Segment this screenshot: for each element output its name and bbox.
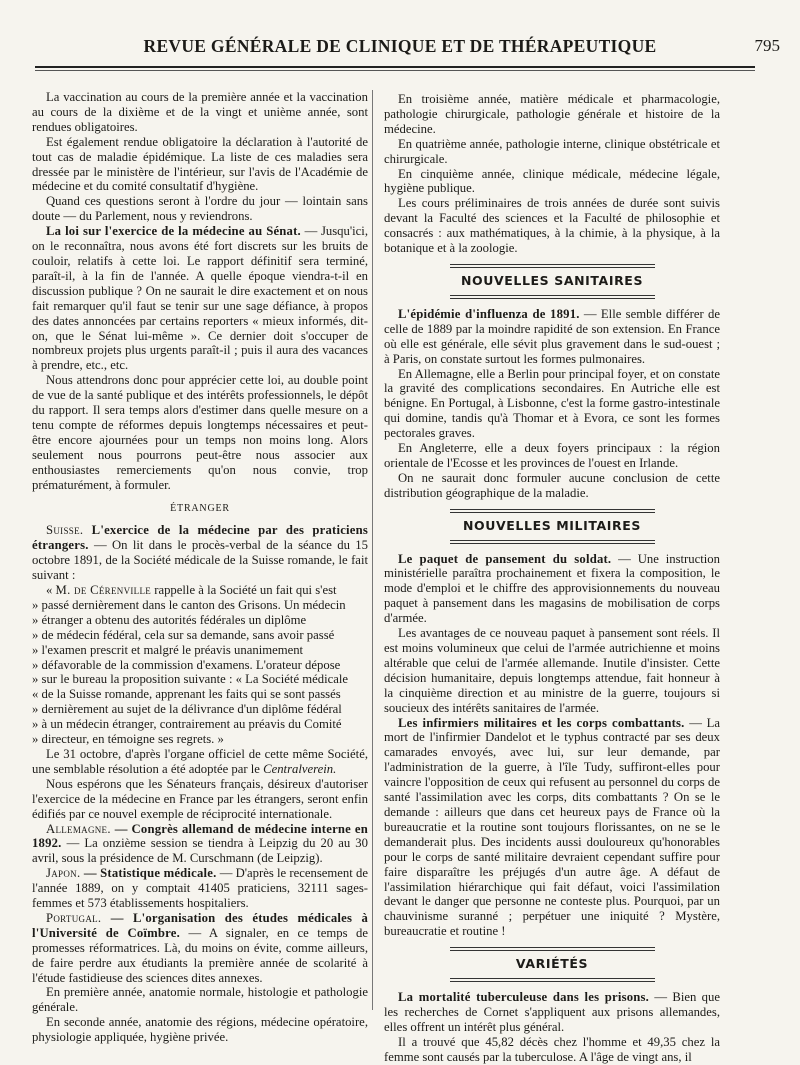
heading-rule [450,509,655,513]
paragraph-lead: — Congrès allemand de médecine interne en 1892. [32,821,368,851]
paragraph [32,822,368,867]
heading-rule [450,295,655,299]
paragraph [384,307,720,367]
paragraph-lead: L'épidémie d'influenza de 1891. [398,306,580,321]
paragraph: En Allemagne, elle a Berlin pour principal foyer, et on constate la gravité des complications secondaires. En Autriche elle est bénigne. En Portugal, à Lisbonne, c'est la forme gastro-intestinale qui domine, tandis qu'à Thomar et à Evora, ce sont les formes pectorales graves. [384,366,720,441]
paragraph-body: — D'après le recensement de l'année 1889, on y comptait 41405 praticiens, 32111 sages-femmes et 573 établissements hospitaliers. [32,866,368,911]
country-label: Portugal. [46,910,102,925]
quote-line: » directeur, en témoigne ses regrets. » [32,732,224,747]
heading-rule [450,264,655,268]
quote-line: » à un médecin étranger, contrairement au préavis du Comité [32,717,342,732]
quote-line: » étranger a obtenu des autorités fédérales un diplôme [32,612,307,627]
paragraph-body: Le 31 octobre, d'après l'organe officiel de cette même Société, une semblable résolution a été adoptée par le [32,746,368,776]
heading-rule [450,947,655,951]
paragraph-lead: La mortalité tuberculeuse dans les prisons. [398,990,650,1005]
paragraph-body: — On lit dans le procès-verbal de la séance du 15 octobre 1891, de la Société médicale de la Suisse romande, le fait suivant : [32,538,368,583]
paragraph-body: — La onzième session se tiendra à Leipzig du 20 au 30 avril, sous la présidence de M. Curschmann (de Leipzig). [32,836,368,866]
quotation-block [32,583,368,747]
quote-text: rappelle à la Société un fait qui s'est [151,583,337,597]
paragraph: Quand ces questions seront à l'ordre du jour — lointain sans doute — du Parlement, nous y reviendrons. [32,194,368,224]
section-heading-varietes [384,947,720,982]
right-column [384,92,720,1065]
section-title: NOUVELLES MILITAIRES [462,517,642,533]
section-title: NOUVELLES SANITAIRES [460,272,644,288]
quote-line: » défavorable de la commission d'examens. L'orateur dépose [32,657,341,672]
paragraph: Les cours préliminaires de trois années de durée sont suivis devant la Faculté des sciences et la Faculté de philosophie et consacrés : aux mathématiques, à la chimie, à la physique, à la botanique et à la zoologie. [384,196,720,256]
paragraph: En seconde année, anatomie des régions, médecine opératoire, physiologie appliquée, hygiène privée. [32,1015,368,1045]
country-label: Suisse. [46,523,84,538]
paragraph-lead: — L'organisation des études médicales à l'Université de Coïmbre. [32,910,368,940]
paragraph-lead: Le paquet de pansement du soldat. [398,551,612,566]
paragraph-body: — Bien que les recherches de Cornet s'appliquent aux prisons allemandes, elles offrent un intérêt plus général. [384,990,720,1034]
paragraph [32,224,368,373]
paragraph [32,523,368,583]
quote-line: « M. de Cérenville rappelle à la Société un fait qui s'est [46,583,337,597]
section-heading-sanitaires [384,264,720,299]
section-title: VARIÉTÉS [515,956,589,972]
paragraph-body: — La mort de l'infirmier Dandelot et le typhus contracté par ses deux camarades envoyés, avec lui, sur leur demande, par l'administration de la guerre, à l'île Tudy, suffiront-elles pour vaincre l'opposition de ceux qui refusent au personnel du corps de santé l'assimilation avec les corps, dits combattants ? On se le demande : ailleurs que dans cet heureux pays de France où la bureaucratie et la routine sont toujours florissantes, on ne se le demanderait plus. Des incidents aussi douloureux qu'honorables pour le corps de santé militaire devraient cependant suffire pour faire disparaître les préjugés d'un autre âge. A défaut de l'assimilation hiérarchique qui fait défaut, voici l'assimilation devant le danger que personne ne conteste plus. Pourquoi, par un chauvinisme suranné ; perpétuer une iniquité ? Mystère, bureaucratie et routine ! [384,715,721,939]
paragraph: En cinquième année, clinique médicale, médecine légale, hygiène publique. [384,166,720,196]
quote-line: » l'examen prescrit et malgré le préavis unanimement [32,642,304,657]
page-number: 795 [754,36,780,55]
paragraph: La vaccination au cours de la première année et la vaccination au cours de la dixième et de la vingt et unième année, sont rendues obligatoires. [32,90,368,134]
paragraph: En troisième année, matière médicale et pharmacologie, pathologie chirurgicale, pathologie générale et histoire de la médecine. [384,92,720,136]
paragraph-lead: L'exercice de la médecine par des praticiens étrangers. [32,523,368,553]
quote-line: « de la Suisse romande, apprenant les faits qui se sont passés [32,687,341,702]
section-heading-militaires [384,509,720,544]
heading-rule [450,540,655,544]
paragraph [384,552,720,627]
heading-rule [450,978,655,982]
paragraph [384,716,720,940]
quote-line: » de médecin fédéral, cela sur sa demande, sans avoir passé [32,627,335,642]
paragraph-lead: Les infirmiers militaires et les corps combattants. [398,715,685,730]
paragraph-body: — Une instruction ministérielle paraîtra prochainement et fixera la composition, le mode d'emploi et le chiffre des approvisionnements du nouveau paquet à pansement dans les magasins de mobilisation de corps d'armée. [384,551,720,626]
header-rule-thin [35,70,755,71]
paragraph: Les avantages de ce nouveau paquet à pansement sont réels. Il est moins volumineux que celui de l'armée autrichienne et moins altérable que celui de l'armée allemande. Inutile d'insister. Cette décision humanitaire, depuis longtemps attendue, fait honneur à la cinquième direction et au ministre de la guerre, toujours si soucieux des intérêts sanitaires de l'armée. [384,626,720,715]
paragraph-body: — A signaler, en ce temps de promesses réformatrices. Là, du moins on évite, comme ailleurs, de faire perdre aux étudiants la première année de scolarité à l'étude fastidieuse des sciences dites annexes. [32,925,368,985]
quoted-name: M. de Cérenville [55,583,152,597]
italic-term: Centralverein. [263,761,337,776]
quote-line: » dernièrement au sujet de la délivrance d'un diplôme fédéral [32,702,342,717]
paragraph: En quatrième année, pathologie interne, clinique obstétricale et chirurgicale. [384,136,720,166]
paragraph: Nous espérons que les Sénateurs français, désireux d'autoriser l'exercice de la médecine en France par les étrangers, seront enfin édifiés par ce nouvel exemple de réciprocité internationale. [32,776,368,821]
header-rule [35,66,755,68]
quote-line: » passé dernièrement dans le canton des Grisons. Un médecin [32,597,346,612]
paragraph: Est également rendue obligatoire la déclaration à l'autorité de tout cas de maladie épidémique. La liste de ces maladies sera dressée par le ministère de l'intérieur, sur l'avis de l'Académie de médecine et du comité consultatif d'hygiène. [32,134,368,194]
quote-line: » sur le bureau la proposition suivante : « La Société médicale [32,672,349,687]
paragraph-lead: — Statistique médicale. [80,866,217,881]
page-header [20,30,780,70]
journal-title: REVUE GÉNÉRALE DE CLINIQUE ET DE THÉRAPEUTIQUE [143,36,657,56]
paragraph [384,990,720,1035]
paragraph [32,747,368,777]
country-label: Allemagne. [46,821,111,836]
paragraph-body: — Elle semble différer de celle de 1889 par la moindre rapidité de son extension. En France où elle est générale, elle sévit plus gravement dans le sud-ouest ; à Paris, on constate surtout les formes pulmonaires. [384,306,720,366]
paragraph: Nous attendrons donc pour apprécier cette loi, au double point de vue de la santé publique et des intérêts professionnels, le dépôt du rapport. Il sera temps alors d'estimer dans quelle mesure on a tenu compte de réformes depuis longtemps nécessaires et peut-être encore ajournées pour un temps non moins long. Alors seulement nous pourrons peut-être nous associer aux enthousiastes remerciements qu'on nous convie, trop prématurément, à formuler. [32,373,368,492]
paragraph [32,911,368,986]
country-label: Japon. [46,866,81,881]
paragraph-body: — Jusqu'ici, on le reconnaîtra, nous avons été fort discrets sur les bruits de couloir, relatifs à cette loi. Le rapport définitif sera terminé, paraît-il, à la fin de l'année. A quelle époque viendra-t-il en discussion publique ? On ne saurait le dire exactement et on nous fait remarquer qu'il faut se tenir sur une sage défiance, à propos des dates annoncées par certains reporters « mieux informés, dit-on, que le Sénat lui-même ». Ce dernier doit s'occuper de nombreux projets plus urgents paraît-il ; puis il aura des vacances à prendre, etc., etc. [32,224,369,373]
paragraph: On ne saurait donc formuler aucune conclusion de cette distribution géographique de la maladie. [384,470,720,500]
paragraph: Il a trouvé que 45,82 décès chez l'homme et 49,35 chez la femme sont causés par la tuberculose. A l'âge de vingt ans, il [384,1034,720,1064]
section-label-etranger: ÉTRANGER [170,503,230,515]
left-column [32,90,368,1045]
paragraph-lead: La loi sur l'exercice de la médecine au Sénat. [46,224,301,239]
paragraph [32,866,368,911]
paragraph: En Angleterre, elle a deux foyers principaux : la région orientale de l'Ecosse et les provinces de l'ouest en Irlande. [384,441,720,470]
paragraph: En première année, anatomie normale, histologie et pathologie générale. [32,985,368,1015]
column-divider [372,90,373,1010]
